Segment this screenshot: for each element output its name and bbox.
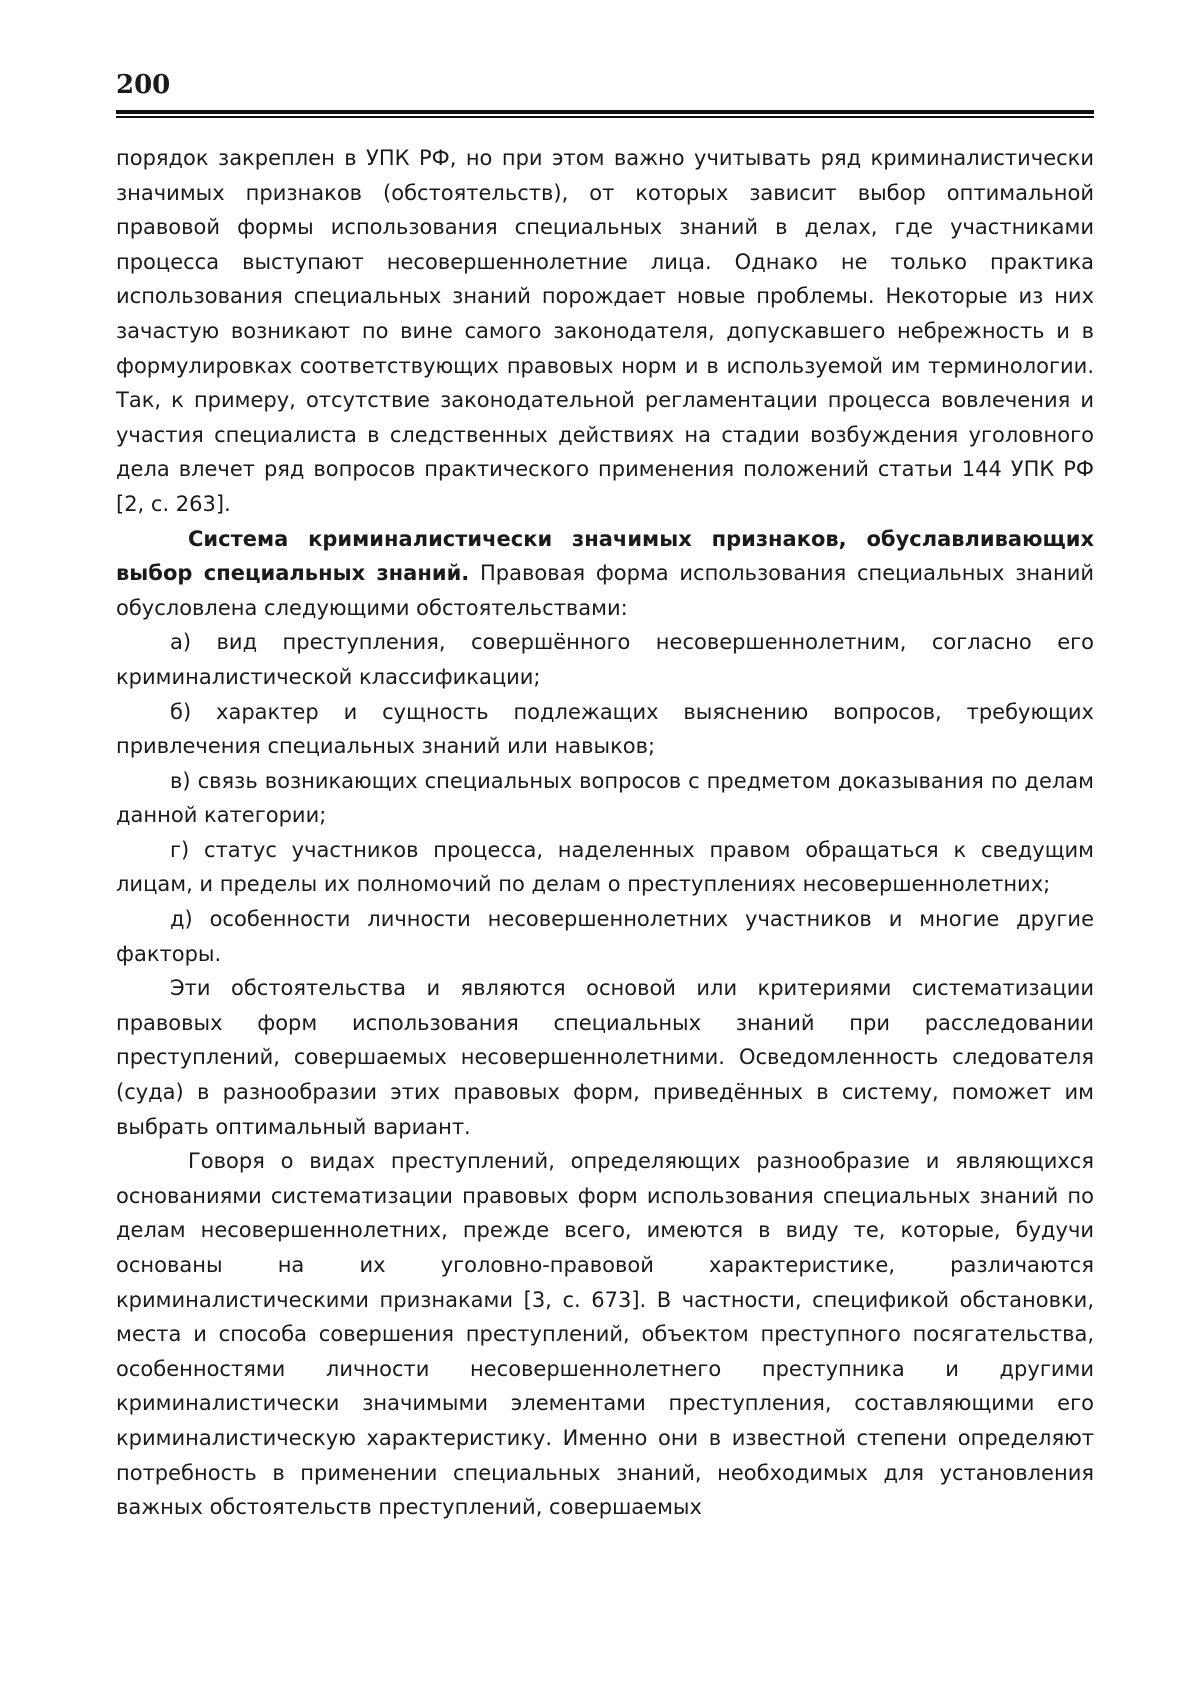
section-heading-inline: Система криминалистически значимых признаков, обуславливающих выбор специальных знаний. <box>116 526 1094 586</box>
list-item-g: г) статус участников процесса, наделенных правом обращаться к сведущим лицам, и пределы их полномочий по делам о преступлениях несовершеннолетних; <box>116 837 1094 897</box>
header-rule <box>116 110 1094 118</box>
list-item-v: в) связь возникающих специальных вопросов с предметом доказывания по делам данной категории; <box>116 768 1094 828</box>
page-number: 200 <box>116 70 171 100</box>
list-item-d: д) особенности личности несовершеннолетних участников и многие другие факторы. <box>116 907 1094 966</box>
paragraph-circumstances: Эти обстоятельства и являются основой или критериями систематизации правовых форм использования специальных знаний при расследовании преступлений, совершаемых несовершеннолетними. Осведомленность следователя (суда) в разнообразии этих правовых форм, приведённых в систему, поможет им выбрать оптимальный вариант. <box>116 976 1094 1139</box>
paragraph-system-text: Правовая форма использования специальных знаний обусловлена следующими обстоятельствами: <box>116 561 1094 620</box>
paragraph-continuation: порядок закреплен в УПК РФ, но при этом важно учитывать ряд криминалистически значимых признаков (обстоятельств), от которых зависит выбор оптимальной правовой формы использования специальных знаний в делах, где участниками процесса выступают несовершеннолетние лица. Однако не только практика использования специальных знаний порождает новые проблемы. Некоторые из них зачастую возникают по вине самого законодателя, допускавшего небрежность и в формулировках соответствующих правовых норм и в используемой им терминологии. Так, к примеру, отсутствие законодательной регламентации процесса вовлечения и участия специалиста в следственных действиях на стадии возбуждения уголовного дела влечет ряд вопросов практического применения положений статьи 144 УПК РФ [2, с. 263]. <box>116 146 1094 516</box>
list-item-b: б) характер и сущность подлежащих выяснению вопросов, требующих привлечения специальных знаний или навыков; <box>116 699 1094 759</box>
body-text <box>116 141 1094 1525</box>
list-item-a: а) вид преступления, совершённого несовершеннолетним, согласно его криминалистической классификации; <box>116 630 1094 689</box>
paragraph-system <box>116 522 1094 626</box>
paragraph-crime-types: Говоря о видах преступлений, определяющих разнообразие и являющихся основаниями систематизации правовых форм использования специальных знаний по делам несовершеннолетних, прежде всего, имеются в виду те, которые, будучи основаны на их уголовно-правовой характеристике, различаются криминалистическими признаками [3, с. 673]. В частности, спецификой обстановки, места и способа совершения преступлений, объектом преступного посягательства, особенностями личности несовершеннолетнего преступника и другими криминалистически значимыми элементами преступления, составляющими его криминалистическую характеристику. Именно они в известной степени определяют потребность в применении специальных знаний, необходимых для установления важных обстоятельств преступлений, совершаемых <box>116 1149 1094 1520</box>
